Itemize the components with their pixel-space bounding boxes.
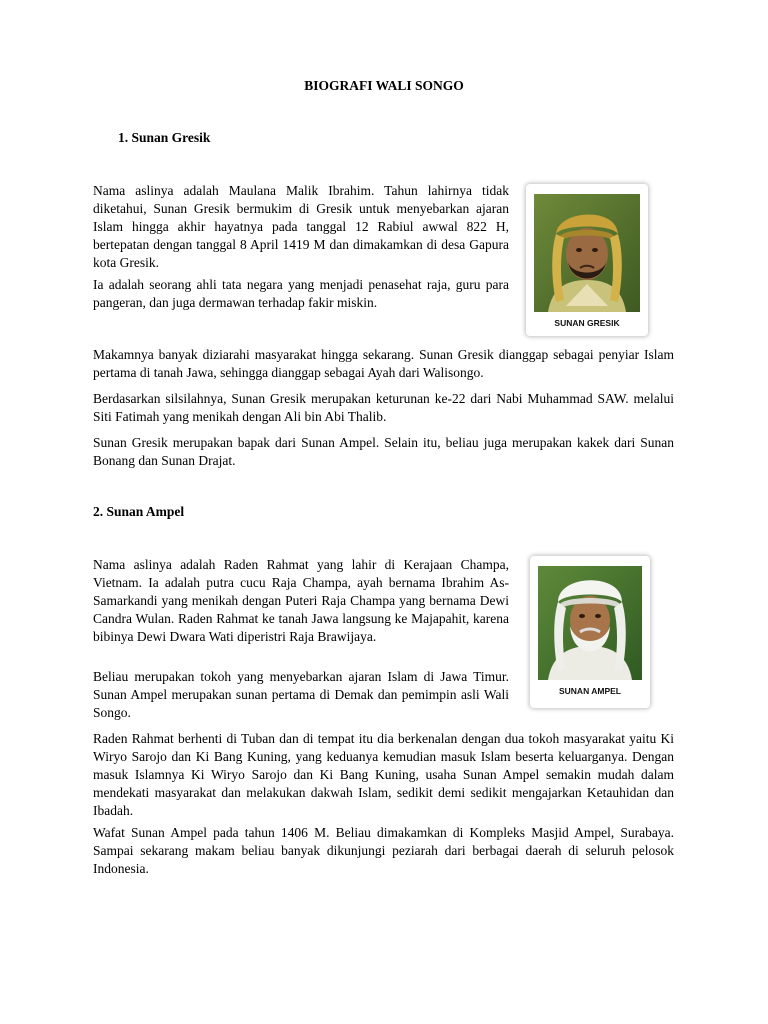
section-heading-sunan-gresik: 1. Sunan Gresik — [118, 130, 211, 145]
sunan-gresik-portrait — [526, 184, 648, 336]
sunan-ampel-portrait — [530, 556, 650, 708]
paragraph: Beliau merupakan tokoh yang menyebarkan ajaran Islam di Jawa Timur. Sunan Ampel merupakan sunan pertama di Demak dan pemimpin asli Wali Songo. — [93, 669, 509, 720]
sunan-gresik-portrait-image — [526, 184, 648, 336]
paragraph: Makamnya banyak diziarahi masyarakat hingga sekarang. Sunan Gresik dianggap sebagai penyiar Islam pertama di tanah Jawa, sehingga dianggap sebagai Ayah dari Walisongo. — [93, 347, 674, 380]
paragraph: Wafat Sunan Ampel pada tahun 1406 M. Beliau dimakamkan di Kompleks Masjid Ampel, Surabaya. Sampai sekarang makam beliau banyak dikunjungi peziarah dari berbagai daerah di seluruh pelosok Indonesia. — [93, 825, 674, 876]
paragraph: Nama aslinya adalah Raden Rahmat yang lahir di Kerajaan Champa, Vietnam. Ia adalah putra cucu Raja Champa, ayah bernama Ibrahim As-Samarkandi yang menikah dengan Puteri Raja Champa yang bernama Dewi Candra Wulan. Raden Rahmat ke tanah Jawa langsung ke Majapahit, karena bibinya Dewi Dwara Wati diperistri Raja Brawijaya. — [93, 557, 509, 644]
section-heading-sunan-ampel: 2. Sunan Ampel — [93, 504, 185, 519]
portrait-caption: SUNAN GRESIK — [554, 318, 620, 328]
paragraph: Nama aslinya adalah Maulana Malik Ibrahim. Tahun lahirnya tidak diketahui, Sunan Gresik bermukim di Gresik untuk menyebarkan ajaran Islam hingga akhir hayatnya pada tanggal 12 Rabiul awwal 822 H, bertepatan dengan tanggal 8 April 1419 M dan dimakamkan di desa Gapura kota Gresik. — [93, 183, 509, 270]
sunan-ampel-portrait-image — [530, 556, 650, 708]
paragraph: Berdasarkan silsilahnya, Sunan Gresik merupakan keturunan ke-22 dari Nabi Muhammad SAW. melalui Siti Fatimah yang menikah dengan Ali bin Abi Thalib. — [93, 391, 674, 424]
portrait-caption: SUNAN AMPEL — [558, 686, 622, 696]
paragraph: Sunan Gresik merupakan bapak dari Sunan Ampel. Selain itu, beliau juga merupakan kakek dari Sunan Bonang dan Sunan Drajat. — [93, 435, 674, 468]
paragraph: Ia adalah seorang ahli tata negara yang menjadi penasehat raja, guru para pangeran, dan juga dermawan terhadap fakir miskin. — [93, 277, 509, 310]
paragraph: Raden Rahmat berhenti di Tuban dan di tempat itu dia berkenalan dengan dua tokoh masyarakat yaitu Ki Wiryo Sarojo dan Ki Bang Kuning, yang keduanya kemudian masuk Islam beserta keluarganya. Dengan masuk Islamnya Ki Wiryo Sarojo dan Ki Bang Kuning, usaha Sunan Ampel semakin mudah dalam mendekati masyarakat dan melakukan dakwah Islam, sedikit demi sedikit mengajarkan Ketauhidan dan Ibadah. — [93, 731, 674, 818]
document-title: BIOGRAFI WALI SONGO — [304, 78, 464, 93]
